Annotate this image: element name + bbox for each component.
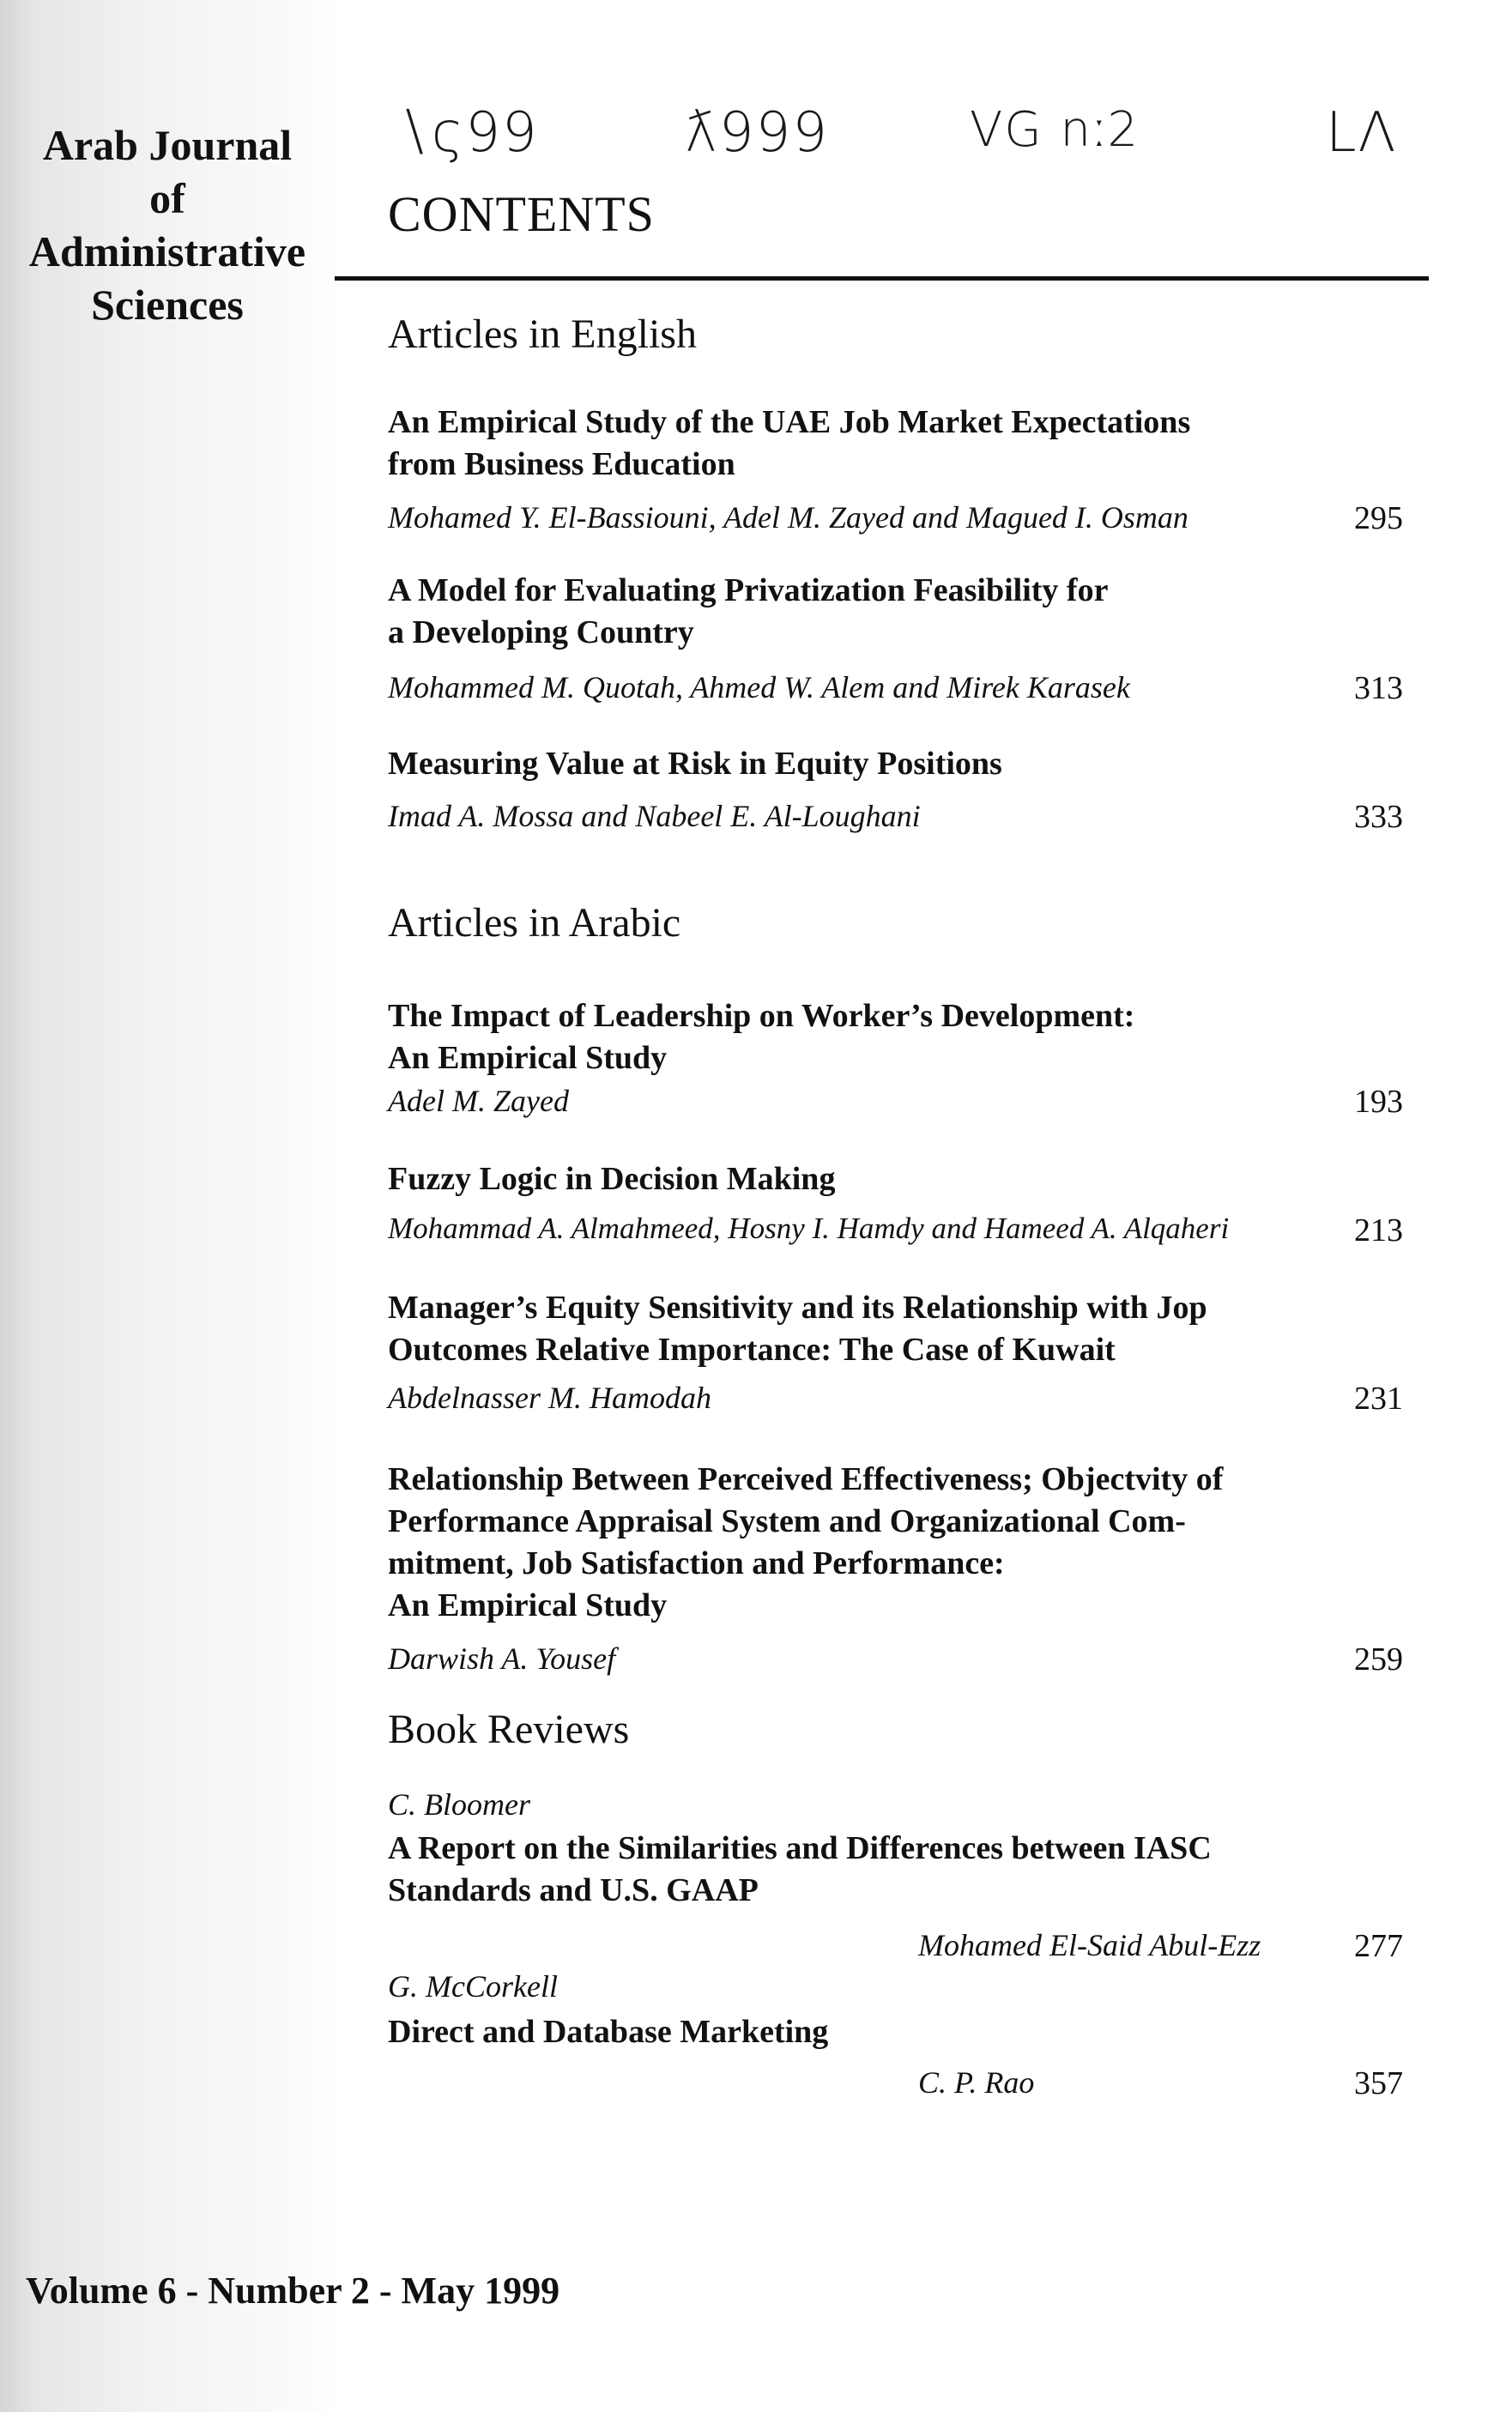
article-title-line: Performance Appraisal System and Organizational Com- <box>388 1503 1186 1539</box>
article-title-line: The Impact of Leadership on Worker’s Development: <box>388 998 1135 1034</box>
handwritten-note: ∖ς99 <box>395 101 539 165</box>
article-title-line: Measuring Value at Risk in Equity Positions <box>388 746 1002 782</box>
page-number: 193 <box>1354 1084 1403 1120</box>
book-title-line: Direct and Database Marketing <box>388 2014 829 2050</box>
section-heading-arabic: Articles in Arabic <box>388 900 681 946</box>
article-authors: Adel M. Zayed <box>388 1084 569 1118</box>
article-title-line: Relationship Between Perceived Effectiveness; Objectvity of <box>388 1461 1224 1497</box>
article-title <box>388 1287 1207 1371</box>
handwritten-note: VG nː2 <box>970 102 1140 158</box>
section-heading-reviews: Book Reviews <box>388 1707 630 1752</box>
handwritten-note: LΛ <box>1326 101 1398 165</box>
article-title <box>388 743 1002 785</box>
page-number: 259 <box>1354 1641 1403 1678</box>
article-authors: Imad A. Mossa and Nabeel E. Al-Loughani <box>388 799 921 833</box>
article-title-line: Outcomes Relative Importance: The Case of Kuwait <box>388 1332 1116 1368</box>
article-title <box>388 570 1108 654</box>
article-authors: Mohammad A. Almahmeed, Hosny I. Hamdy and Hameed A. Alqaheri <box>388 1212 1230 1245</box>
page-number: 357 <box>1354 2065 1403 2101</box>
article-title-line: Manager’s Equity Sensitivity and its Relationship with Jop <box>388 1290 1207 1326</box>
book-author: C. Bloomer <box>388 1787 530 1822</box>
reviewer: C. P. Rao <box>918 2065 1035 2100</box>
reviewer: Mohamed El-Said Abul-Ezz <box>918 1928 1261 1962</box>
book-title-line: A Report on the Similarities and Differences between IASC <box>388 1830 1212 1866</box>
article-title-line: a Developing Country <box>388 614 694 650</box>
section-heading-english: Articles in English <box>388 311 697 357</box>
article-title-line: An Empirical Study <box>388 1040 668 1076</box>
article-title-line: Fuzzy Logic in Decision Making <box>388 1161 836 1197</box>
journal-name <box>9 118 326 331</box>
article-title-line: An Empirical Study of the UAE Job Market Expectations <box>388 404 1191 440</box>
book-title <box>388 2011 828 2053</box>
article-title-line: A Model for Evaluating Privatization Feasibility for <box>388 572 1109 608</box>
cover-side-band <box>0 0 343 2412</box>
article-authors: Mohammed M. Quotah, Ahmed W. Alem and Mirek Karasek <box>388 670 1130 704</box>
article-title <box>388 995 1134 1079</box>
journal-name-line: Administrative <box>28 227 306 275</box>
article-title <box>388 1158 835 1200</box>
article-title <box>388 1459 1223 1627</box>
journal-name-line: of <box>149 174 185 222</box>
article-authors: Darwish A. Yousef <box>388 1641 616 1676</box>
page-number: 231 <box>1354 1381 1403 1417</box>
book-author: G. McCorkell <box>388 1969 558 2004</box>
page-number: 333 <box>1354 799 1403 835</box>
article-authors: Mohamed Y. El-Bassiouni, Adel M. Zayed and Magued I. Osman <box>388 500 1188 535</box>
article-title-line: mitment, Job Satisfaction and Performance: <box>388 1545 1005 1581</box>
handwritten-note: ƛ999 <box>685 101 830 165</box>
article-authors: Abdelnasser M. Hamodah <box>388 1381 711 1415</box>
issue-info: Volume 6 - Number 2 - May 1999 <box>26 2270 560 2312</box>
heading-rule <box>335 276 1429 281</box>
page-number: 295 <box>1354 500 1403 536</box>
contents-heading: CONTENTS <box>388 186 655 242</box>
page-number: 277 <box>1354 1928 1403 1964</box>
book-title <box>388 1828 1212 1912</box>
page-number: 313 <box>1354 670 1403 706</box>
journal-name-line: Arab Journal <box>42 121 293 169</box>
book-title-line: Standards and U.S. GAAP <box>388 1872 759 1908</box>
article-title-line: from Business Education <box>388 446 735 482</box>
article-title <box>388 402 1190 486</box>
article-title-line: An Empirical Study <box>388 1587 668 1623</box>
journal-name-line: Sciences <box>91 281 244 329</box>
page-number: 213 <box>1354 1212 1403 1248</box>
